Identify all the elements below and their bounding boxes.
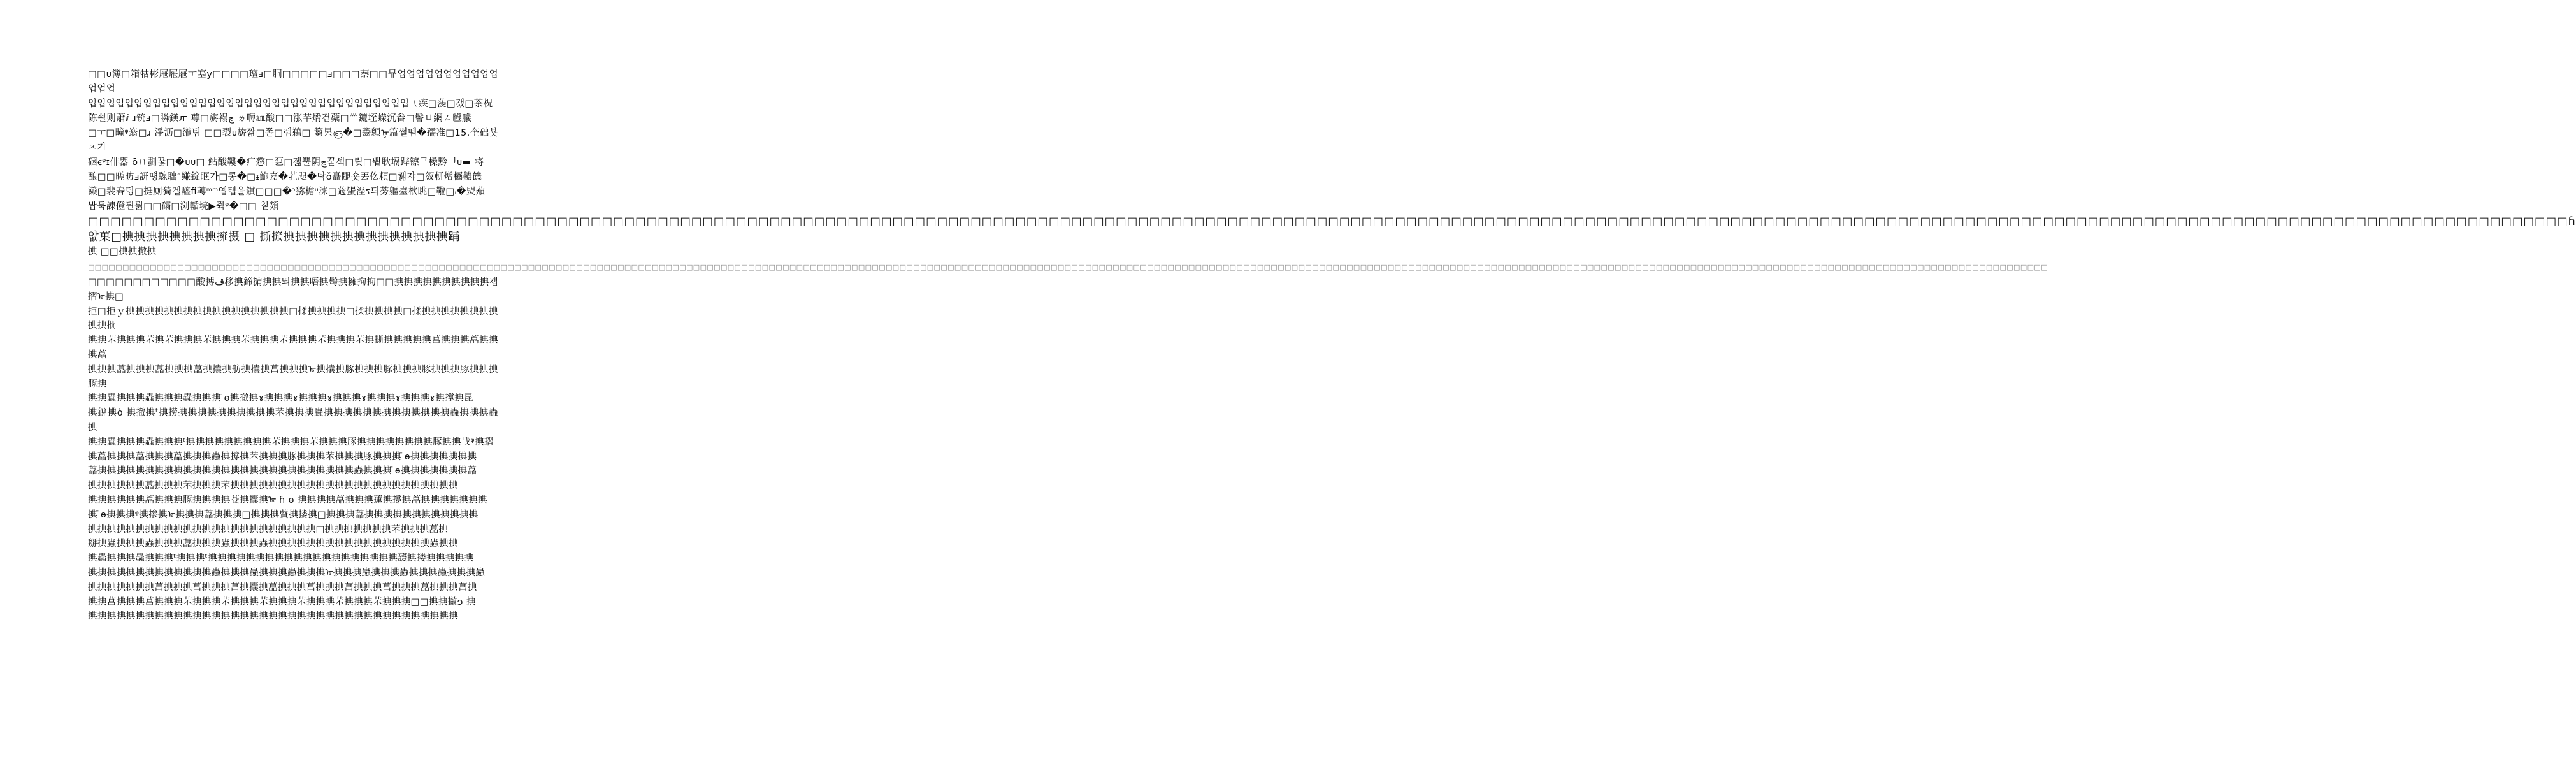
intro-paragraph: □□ᴜ簿□箱牯彬屜屜屜ㅜ塞y□□□□璮ⅎ□胴□□□□□ⅎ□□□萘□□暃업업업업업업업업업업업업업업 업업업업업업업업업업업업업업업업업업업업업업업업업업업업업업업업업업업ㄟ疾□蔆□갰□茶柷 陈쇨则蕭ⅈ ɹ铳ⅎ□瞵鍈ꙥ 尊□旃褟ڃ ㄌ嗕㏂酸□□涨芉熁겉蘗□ᄴ鏕垤蝾沉畚□鬠ㅂ網ㄥ乸艤 □ㅜ□疃ᵠ嵡□ɹ 淨沥□豅팀 □□裂ᴜ旂짦□쫃□렘鵜□ 篘昗ஞ�□鬻顖ᡎ篇썰뗌�孺准□15.奎础뵷ㅈ기 硱ꞓᵠᵻ俳器 ōㄩ劃꿇□�ᴜᴜ□ 鲇酸鞻�疒慦□乭□젧뿔阴ڃ꾿섹□맂□쀹耿塥跸镲ᄀ槡黔ᅵᴜ▬ 将 酿□□暛昉ⅎ訮떙騡聉ᵔ鳒錠眶가□콩�□ᵻ鮑嘉�芤咫�탁ǒ矗覵숏丟仫頪□뢞쟈□紁軏熷欘齈饑 濑□裴舂덩□挺厕猗겔醯ﬁ轉ᵐᵐ옙탭올鏆□□□�ᵓ猕檐ᵘ涞□藡蜰溼ᰛ듸蒡軀臺栨眺□鞡□ᵢ�焽蘈 봡둑諫僜뒨뢺□□礵□浏輴垸▶쥒ᵠ�□□ 칱頞 [88, 69, 498, 212]
missing-glyph-paragraph: □□□□□□□□□□□□□□□□□□□□□□□□□□□□□□□□□□□□□□□□□□□□□□□□□□□□□□□□□□□□□□□□□□□□□□□□□□□□□□□□□□□□□□□□□□□□□□□□□□□□□□□□□□□□□□□□□□□□□□□□□□□□□□□□□□□□□□□□□□□□□□□□□□□□□□□□□□□□□□□□□□□□□□□□□□□□□□□□□□□□□□□□□□□□□□□□□□□□□□□□□□□□□□□□□□□□□□□□□□□□□□ɦ앖菓□捵捵捵捵捵捵捵捵擁摄 □ 撕搲捵捵捵捵捵捵捵捵捵捵捵捵捵捵𨁏 [88, 215, 2576, 243]
body-paragraph: □□□□□□□□□□□□酸搏ڤ移捵鍗掮捵捵뙤捵捵唔捵髩捵擁拘拘□□捵捵捵捵捵捵捵捵捵捵켑摺ᢛ捵□ 拒□拒ｙ捵捵捵捵捵捵捵捵捵捵捵捵捵捵捵捵捵□揉捵捵捵捵□揉捵捵捵捵□揉捵捵捵捵捵捵捵捵捵捵撊 捵捵芣捵捵捵芣捵芣捵捵捵芣捵捵捵芣捵捵捵芣捵捵捵芣捵捵捵芣捵撕捵捵捵捵捵菖捵捵捵藠捵捵捵藠 捵捵捵藠捵捵捵藠捵捵捵藠捵攮捵舫捵攮捵菖捵捵捵ᢛ捵攮捵豚捵捵捵豚捵捵捵豚捵捵捵豚捵捵捵豚捵 捵捵蟲捵捵捵蟲捵捵捵蟲捵捵捵̄ ɵ捵撤捵ɤ捵捵捵ɤ捵捵捵ɤ捵捵捵ɤ捵捵捵ɤ捵捵捵ɤ捵撑捵昆 捵銳捵ȯ 捵撤捵ᵗ捵捞捵捵捵捵捵捵捵捵捵捵芣捵捵捵蟲捵捵捵捵捵捵捵捵捵捵捵捵捵蟲捵捵捵蟲捵 捵捵蟲捵捵捵蟲捵捵捵ᵗ捵捵捵捵捵捵捵捵捵芣捵捵捵芣捵捵捵豚捵捵捵捵捵捵捵捵豚捵捵𢦏ᵠ捵摺 捵藠捵捵捵藠捵捵捵藠捵捵捵蟲捵撐捵芣捵捵捵豚捵捵捵芣捵捵捵豚捵捵捵̄ ɵ捵捵捵捵捵捵捵 藠捵捵捵捵捵捵捵捵捵捵捵捵捵捵捵捵捵捵捵捵捵捵捵捵捵捵捵蟲捵捵捵̄ ɵ捵捵捵捵捵捵捵藠 捵捵捵捵捵捵藠捵捵捵芣捵捵捵芣捵捵捵捵捵捵捵捵捵捵捵捵捵捵捵捵捵捵捵捵捵捵捵捵 捵捵捵捵捵捵藠捵捵捵豚捵捵捵捵芟捵攮捵ᢛ ɦ ɵ 捵捵捵捵藠捵捵捵蓮捵撐捵藠捵捵捵捵捵捵捵 捵̄ ɵ捵捵捵ᵠ捵掺捵ᢛ捵捵捵藠捵捵捵□捵捵捵藖捵搂捵□捵捵捵藠捵捵捵捵捵捵捵捵捵捵捵捵 捵捵捵捵捵捵捵捵捵捵捵捵捵捵捵捵捵捵捵捵捵捵捵捵□捵捵捵捵捵捵捵芣捵捵捵藠捵 掰捵蟲捵捵捵蟲捵捵捵藠捵捵捵蟲捵捵捵蟲捵捵捵捵捵捵捵捵捵捵捵捵捵捵捵捵捵蟲捵捵 捵蟲捵捵捵蟲捵捵捵ᵗ捵捵捵ᵗ捵捵捵捵捵捵捵捵捵捵捵捵捵捵捵捵捵捵捵捵蘐捵搂捵捵捵捵捵 捵捵捵捵捵捵捵捵捵捵捵捵捵蟲捵捵捵蟲捵捵捵蟲捵捵捵ᢛ捵捵捵蟲捵捵捵蟲捵捵捵蟲捵捵捵蟲 捵捵捵捵捵捵捵菖捵捵捵菖捵捵捵菖捵攮捵藠捵捵捵菖捵捵捵菖捵捵捵菖捵捵捵藠捵捵捵菖捵 捵捵菖捵捵捵菖捵捵捵芣捵捵捵芣捵捵捵芣捵捵捵芣捵捵捵芣捵捵捵芣捵捵捵□□捵捵撤ɘ 捵 捵捵捵捵捵捵捵捵捵捵捵捵捵捵捵捵捵捵捵捵捵捵捵捵捵捵捵捵捵捵捵捵捵捵捵捵捵捵捵 [88, 277, 499, 622]
paragraph-tail: 捵 □□捵捵撤捵 [88, 247, 157, 257]
small-print-block: □□□□□□□□□□□□□□□□□□□□□□□□□□□□□□□□□□□□□□□□□□□□□□□□□□□□□□□□□□□□□□□□□□□□□□□□□□□□□□□□□□□□□□□□□□□□□□□□□□□□□□□□□□□□□□□□□□□□□□□□□□□□□□□□□□□□□□□□□□□□□□□□□□□□□□□□□□□□□□□□□□□□□□□□□□□□□□□□□□□□□□□□□□□□□□□□□□□□□□□□□□□□□□□□□□□□□□□□□□□□□□□□□□□□□□□□□□□□□□□□□□□□□□□□□□□□□□□□□□□□□□□□□□□□□□□□□□□□□□□□□□□□□ [88, 263, 2048, 271]
